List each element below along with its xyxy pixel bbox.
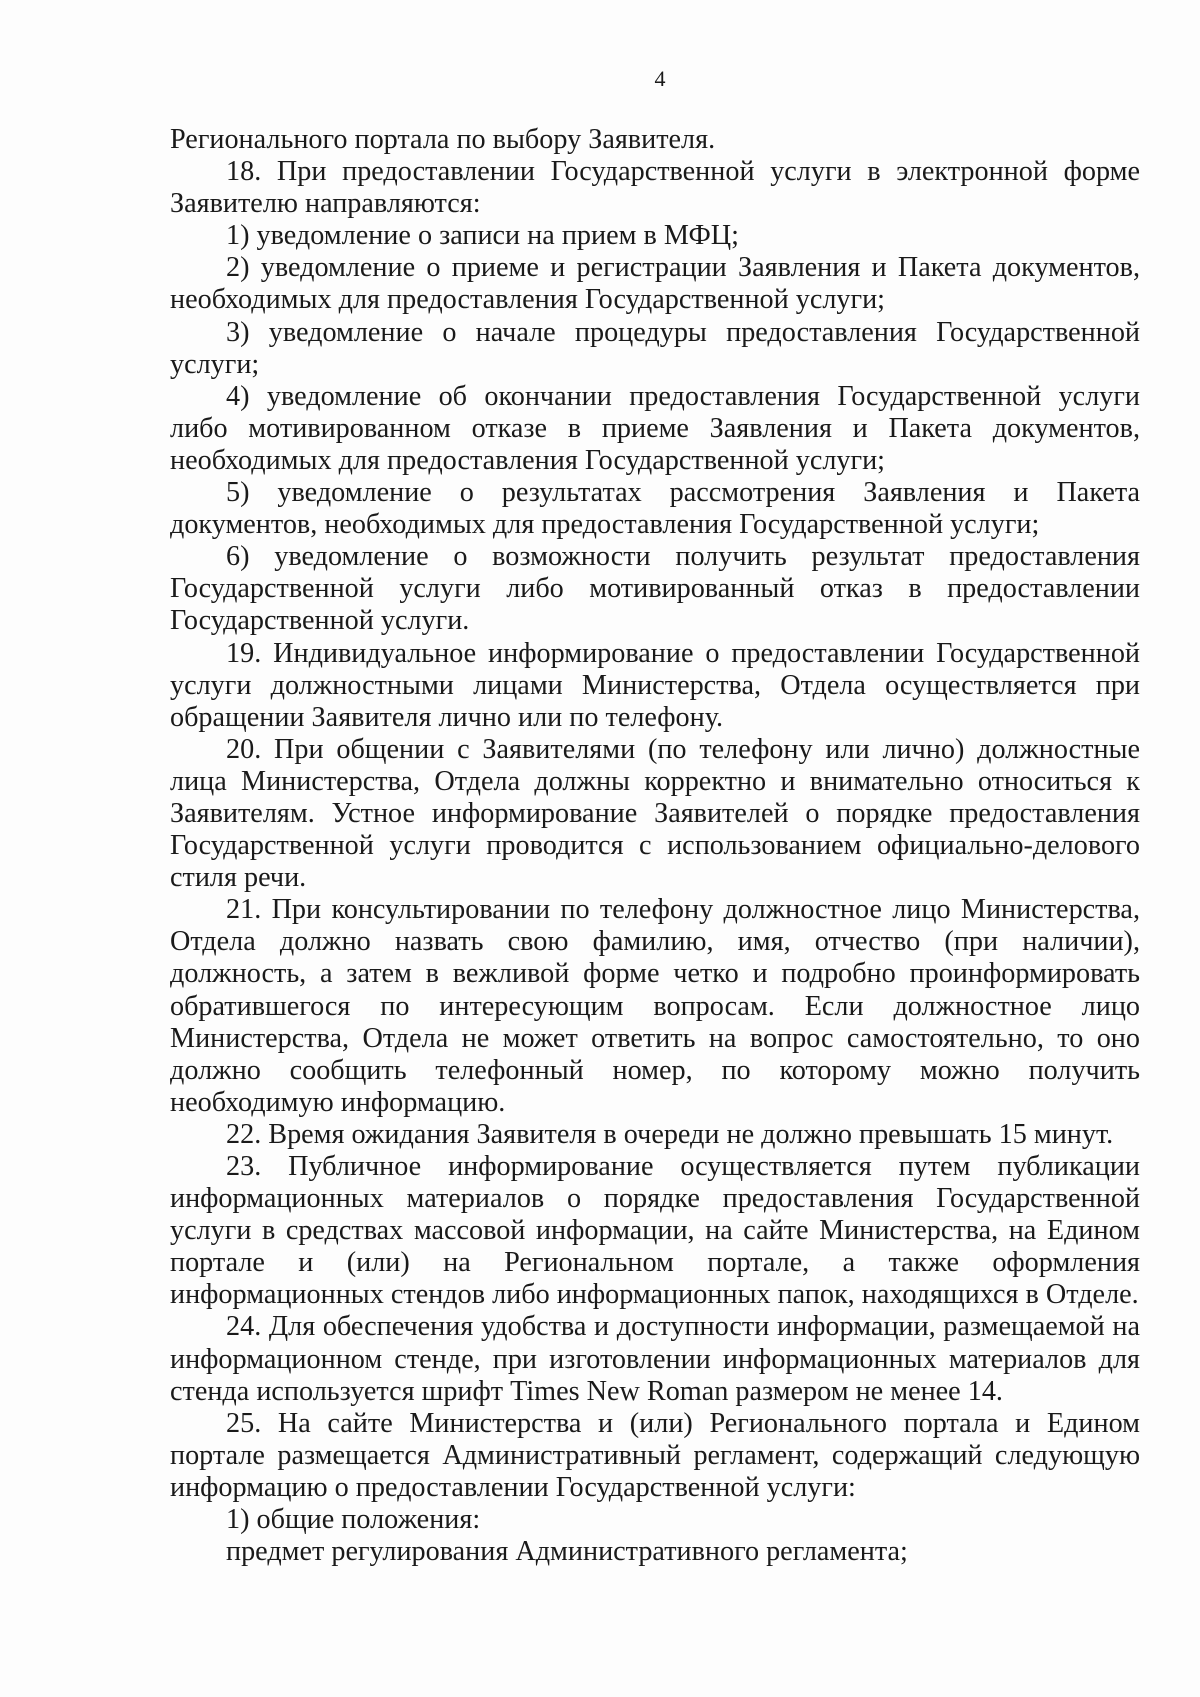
paragraph-25: 25. На сайте Министерства и (или) Регионального портала и Едином портале размещается Административный регламент, содержащий следующую информацию о предоставлении Государственной услуги:: [170, 1407, 1140, 1503]
list-item-3: 3) уведомление о начале процедуры предоставления Государственной услуги;: [170, 316, 1140, 380]
paragraph-21: 21. При консультировании по телефону должностное лицо Министерства, Отдела должно назвать свою фамилию, имя, отчество (при наличии), должность, а затем в вежливой форме четко и подробно проинформировать обратившегося по интересующим вопросам. Если должностное лицо Министерства, Отдела не может ответить на вопрос самостоятельно, то оно должно сообщить телефонный номер, по которому можно получить необходимую информацию.: [170, 894, 1140, 1118]
paragraph-24: 24. Для обеспечения удобства и доступности информации, размещаемой на информационном стенде, при изготовлении информационных материалов для стенда используется шрифт Times New Roman размером не менее 14.: [170, 1311, 1140, 1407]
list-item-6: 6) уведомление о возможности получить результат предоставления Государственной услуги либо мотивированный отказ в предоставлении Государственной услуги.: [170, 541, 1140, 637]
list-item-2: 2) уведомление о приеме и регистрации Заявления и Пакета документов, необходимых для предоставления Государственной услуги;: [170, 252, 1140, 316]
subsection-1: 1) общие положения:: [226, 1504, 481, 1536]
page-number: 4: [654, 66, 666, 91]
list-item-4: 4) уведомление об окончании предоставления Государственной услуги либо мотивированном отказе в приеме Заявления и Пакета документов, необходимых для предоставления Государственной услуги;: [170, 380, 1140, 476]
paragraph-continuation: Регионального портала по выбору Заявителя.: [170, 124, 716, 155]
document-body: [170, 124, 1140, 1568]
subsection-item: предмет регулирования Административного регламента;: [226, 1536, 908, 1568]
list-item-5: 5) уведомление о результатах рассмотрения Заявления и Пакета документов, необходимых для предоставления Государственной услуги;: [170, 477, 1140, 541]
paragraph-18: 18. При предоставлении Государственной услуги в электронной форме Заявителю направляются:: [170, 156, 1140, 220]
paragraph-20: 20. При общении с Заявителями (по телефону или лично) должностные лица Министерства, Отдела должны корректно и внимательно относиться к Заявителям. Устное информирование Заявителей о порядке предоставления Государственной услуги проводится с использованием официально-делового стиля речи.: [170, 733, 1140, 894]
paragraph-23: 23. Публичное информирование осуществляется путем публикации информационных материалов о порядке предоставления Государственной услуги в средствах массовой информации, на сайте Министерства, на Едином портале и (или) на Региональном портале, а также оформления информационных стендов либо информационных папок, находящихся в Отделе.: [170, 1151, 1140, 1311]
paragraph-19: 19. Индивидуальное информирование о предоставлении Государственной услуги должностными лицами Министерства, Отдела осуществляется при обращении Заявителя лично или по телефону.: [170, 637, 1140, 733]
paragraph-22: 22. Время ожидания Заявителя в очереди не должно превышать 15 минут.: [226, 1118, 1114, 1150]
list-item-1: 1) уведомление о записи на прием в МФЦ;: [226, 220, 739, 252]
